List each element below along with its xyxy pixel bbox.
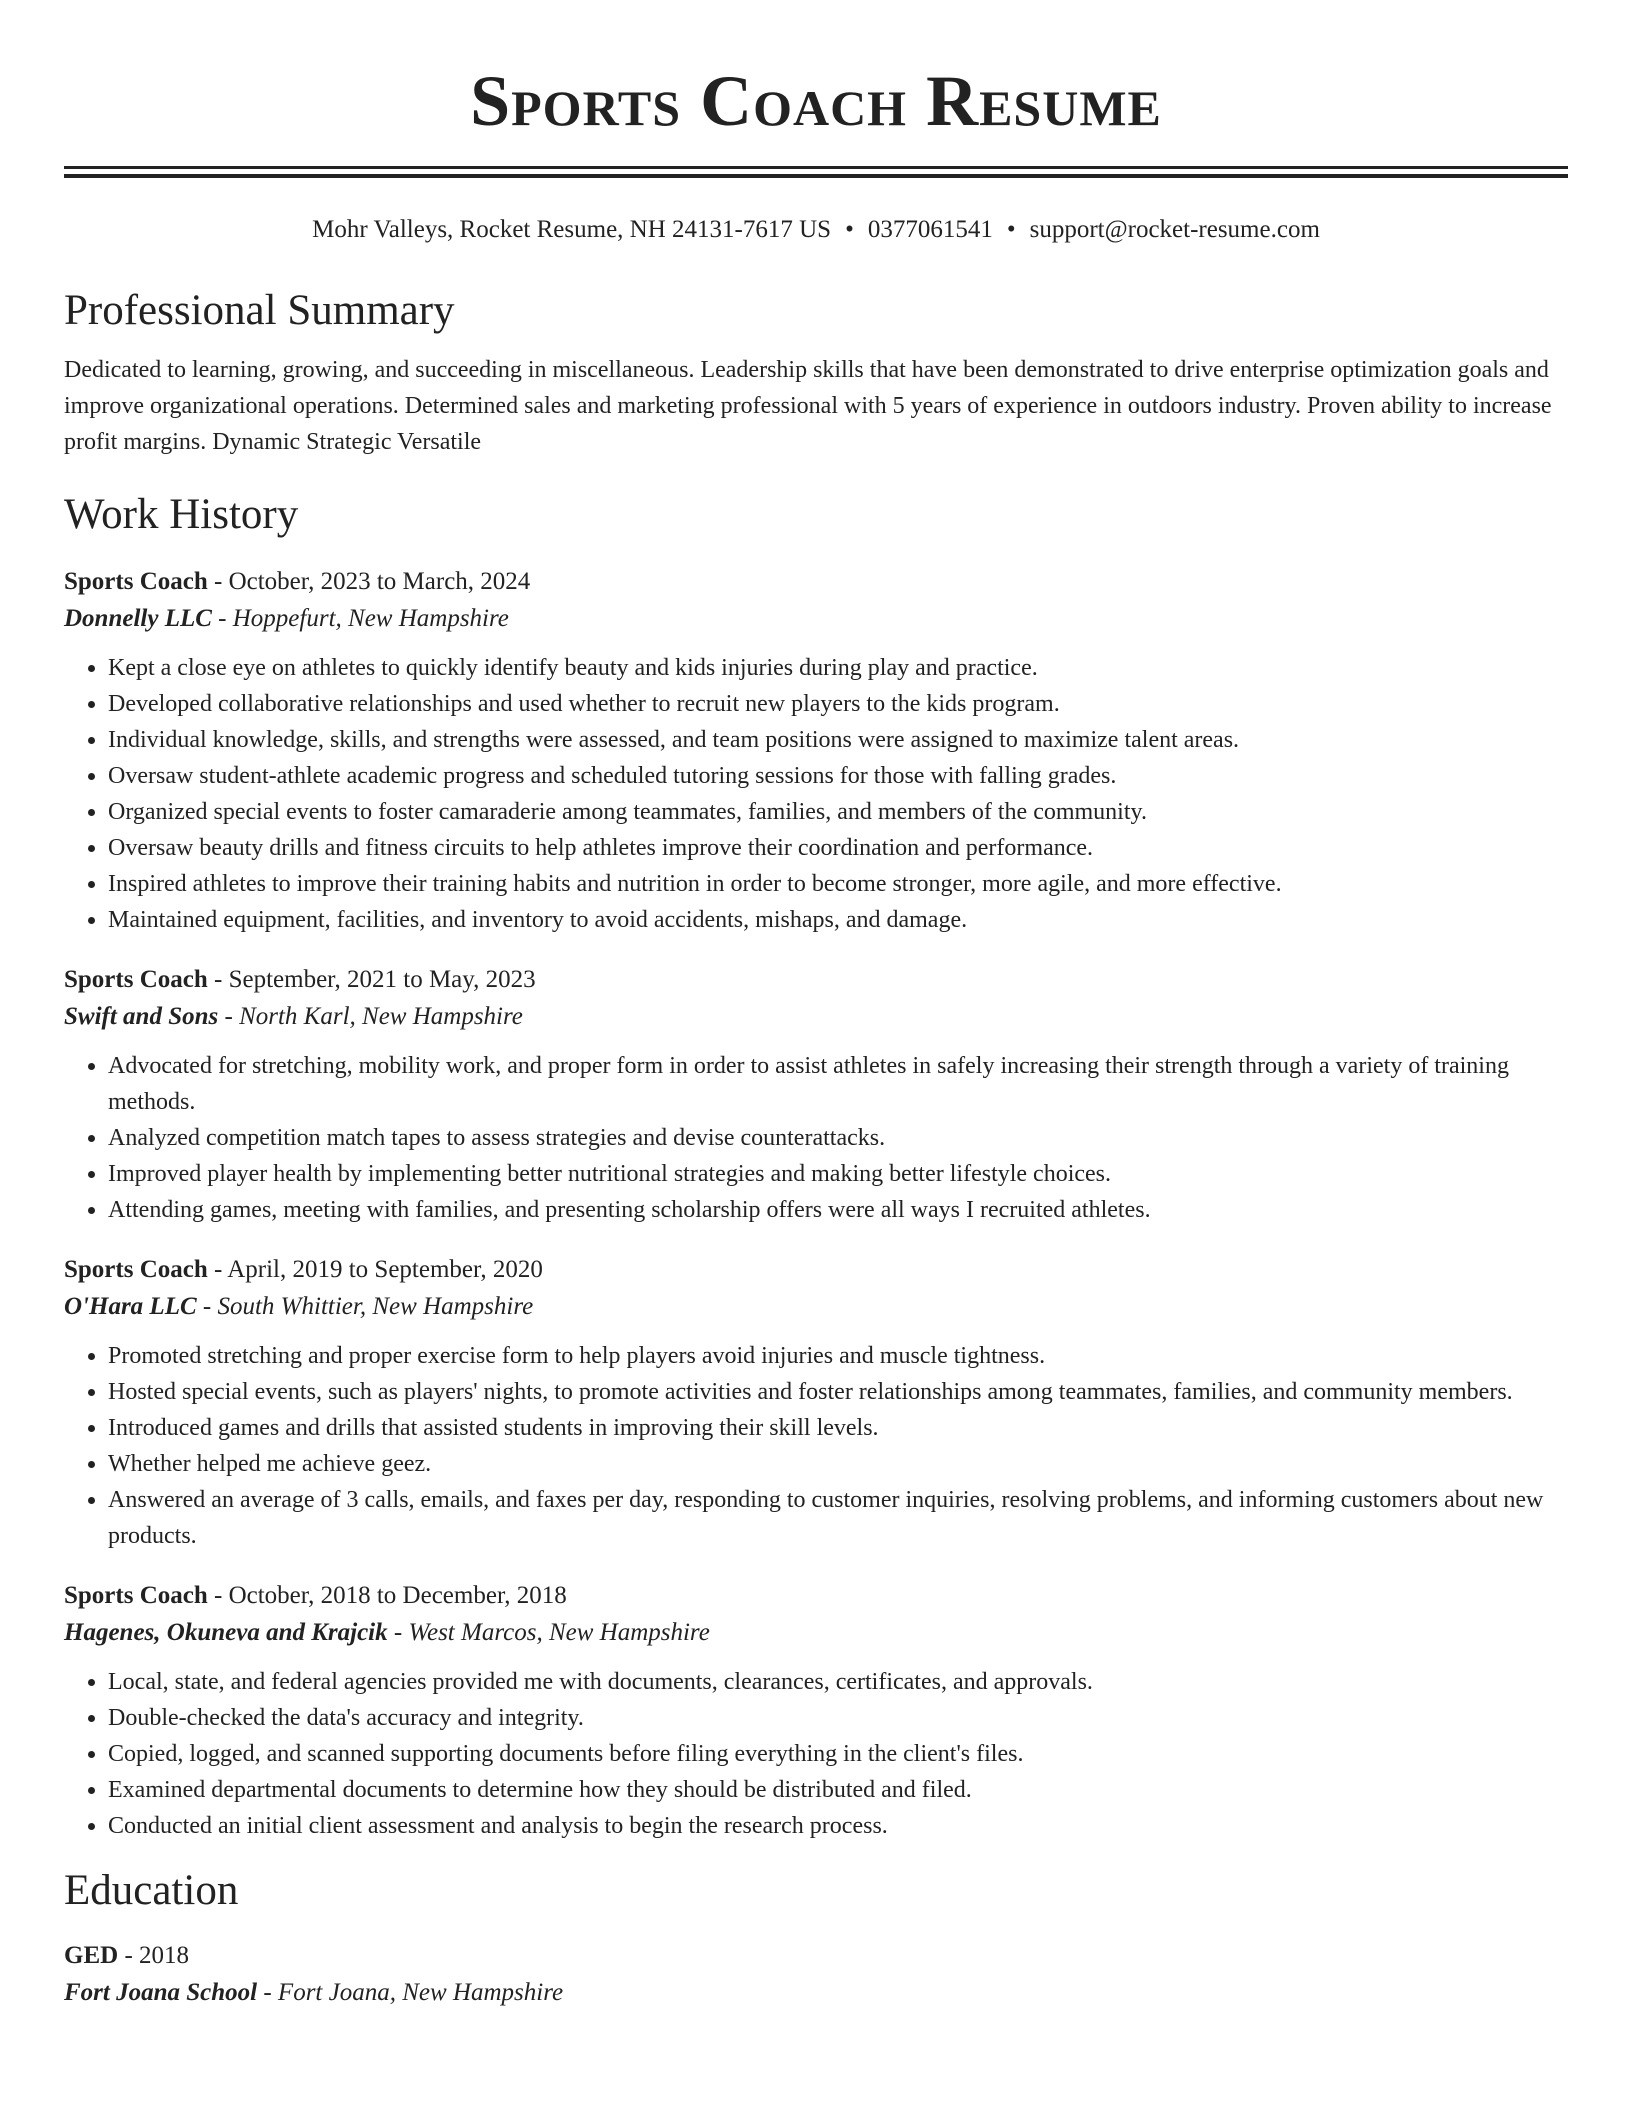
- title-rule-bottom: [64, 174, 1568, 178]
- company-name: Hagenes, Okuneva and Krajcik: [64, 1619, 388, 1646]
- job-entry: [64, 564, 1568, 938]
- job-bullet: • Copied, logged, and scanned supporting documents before filing everything in the client's files.: [108, 1736, 1568, 1772]
- contact-separator: •: [1006, 216, 1016, 243]
- job-title: Sports Coach: [64, 1256, 208, 1283]
- company-location: - Hoppefurt, New Hampshire: [211, 605, 509, 632]
- company-name: Donnelly LLC: [64, 605, 212, 632]
- company-name: O'Hara LLC: [64, 1293, 197, 1320]
- resume-title: Sports Coach Resume: [470, 61, 1162, 141]
- company-line: [64, 1288, 1568, 1326]
- job-bullet: • Oversaw beauty drills and fitness circuits to help athletes improve their coordination and performance.: [108, 830, 1568, 866]
- job-bullet: • Conducted an initial client assessment and analysis to begin the research process.: [108, 1808, 1568, 1844]
- contact-phone: 0377061541: [867, 216, 993, 243]
- job-dates: - October, 2023 to March, 2024: [207, 568, 531, 595]
- school-name: Fort Joana School: [64, 1979, 258, 2006]
- contact-address: Mohr Valleys, Rocket Resume, NH 24131-7617 US: [312, 216, 832, 243]
- company-location: - South Whittier, New Hampshire: [196, 1293, 534, 1320]
- job-bullet: • Introduced games and drills that assisted students in improving their skill levels.: [108, 1410, 1568, 1446]
- education-heading: Education: [64, 1867, 239, 1914]
- job-bullet: • Whether helped me achieve geez.: [108, 1446, 1568, 1482]
- job-bullet: • Kept a close eye on athletes to quickly identify beauty and kids injuries during play and practice.: [108, 650, 1568, 686]
- summary-text: Dedicated to learning, growing, and succeeding in miscellaneous. Leadership skills that have been demonstrated to drive enterprise optimization goals and improve organizational operations. Determined sales and marketing professional with 5 years of experience in outdoors industry. Proven ability to increase profit margins. Dynamic Strategic Versatile: [64, 357, 1552, 455]
- job-bullet: • Improved player health by implementing better nutritional strategies and making better lifestyle choices.: [108, 1156, 1568, 1192]
- contact-email: support@rocket-resume.com: [1029, 216, 1320, 243]
- title-rule-top: [64, 166, 1568, 169]
- job-bullets: [64, 1338, 1568, 1554]
- job-bullet: • Examined departmental documents to determine how they should be distributed and filed.: [108, 1772, 1568, 1808]
- job-bullet: • Inspired athletes to improve their training habits and nutrition in order to become stronger, more agile, and more effective.: [108, 866, 1568, 902]
- job-bullet: • Advocated for stretching, mobility work, and proper form in order to assist athletes in safely increasing their strength through a variety of training methods.: [108, 1048, 1568, 1120]
- job-title-line: [64, 1252, 1568, 1288]
- job-bullet: • Answered an average of 3 calls, emails, and faxes per day, responding to customer inquiries, resolving problems, and informing customers about new products.: [108, 1482, 1568, 1554]
- job-entry: [64, 1578, 1568, 1844]
- summary-heading: Professional Summary: [64, 287, 455, 334]
- job-bullet: • Oversaw student-athlete academic progress and scheduled tutoring sessions for those with falling grades.: [108, 758, 1568, 794]
- job-bullet: • Hosted special events, such as players' nights, to promote activities and foster relationships among teammates, families, and community members.: [108, 1374, 1568, 1410]
- job-bullets: [64, 1048, 1568, 1228]
- company-name: Swift and Sons: [64, 1003, 219, 1030]
- job-bullets: [64, 650, 1568, 938]
- job-entry: [64, 1252, 1568, 1554]
- company-line: [64, 998, 1568, 1036]
- job-bullets: [64, 1664, 1568, 1844]
- job-dates: - September, 2021 to May, 2023: [207, 966, 536, 993]
- job-dates: - April, 2019 to September, 2020: [207, 1256, 543, 1283]
- degree-name: GED: [64, 1942, 119, 1969]
- contact-separator: •: [845, 216, 854, 243]
- job-bullet: • Promoted stretching and proper exercise form to help players avoid injuries and muscle tightness.: [108, 1338, 1568, 1374]
- job-bullet: • Individual knowledge, skills, and strengths were assessed, and team positions were assigned to maximize talent areas.: [108, 722, 1568, 758]
- job-bullet: • Organized special events to foster camaraderie among teammates, families, and members of the community.: [108, 794, 1568, 830]
- job-bullet: • Attending games, meeting with families, and presenting scholarship offers were all ways I recruited athletes.: [108, 1192, 1568, 1228]
- company-line: [64, 1614, 1568, 1652]
- school-location: - Fort Joana, New Hampshire: [257, 1979, 564, 2006]
- job-title: Sports Coach: [64, 966, 208, 993]
- school-line: [64, 1974, 1568, 2012]
- company-location: - West Marcos, New Hampshire: [387, 1619, 710, 1646]
- job-title: Sports Coach: [64, 568, 208, 595]
- job-bullet: • Maintained equipment, facilities, and inventory to avoid accidents, mishaps, and damage.: [108, 902, 1568, 938]
- degree-line: [64, 1938, 1568, 1974]
- job-entry: [64, 962, 1568, 1228]
- job-title: Sports Coach: [64, 1582, 208, 1609]
- job-title-line: [64, 564, 1568, 600]
- job-bullet: • Analyzed competition match tapes to assess strategies and devise counterattacks.: [108, 1120, 1568, 1156]
- company-line: [64, 600, 1568, 638]
- job-bullet: • Developed collaborative relationships and used whether to recruit new players to the kids program.: [108, 686, 1568, 722]
- contact-line: [64, 214, 1568, 246]
- job-title-line: [64, 962, 1568, 998]
- job-dates: - October, 2018 to December, 2018: [207, 1582, 567, 1609]
- job-bullet: • Local, state, and federal agencies provided me with documents, clearances, certificates, and approvals.: [108, 1664, 1568, 1700]
- work-history-heading: Work History: [64, 491, 299, 538]
- company-location: - North Karl, New Hampshire: [218, 1003, 523, 1030]
- job-title-line: [64, 1578, 1568, 1614]
- job-bullet: • Double-checked the data's accuracy and integrity.: [108, 1700, 1568, 1736]
- degree-year: - 2018: [118, 1942, 190, 1969]
- education-entry: [64, 1938, 1568, 2012]
